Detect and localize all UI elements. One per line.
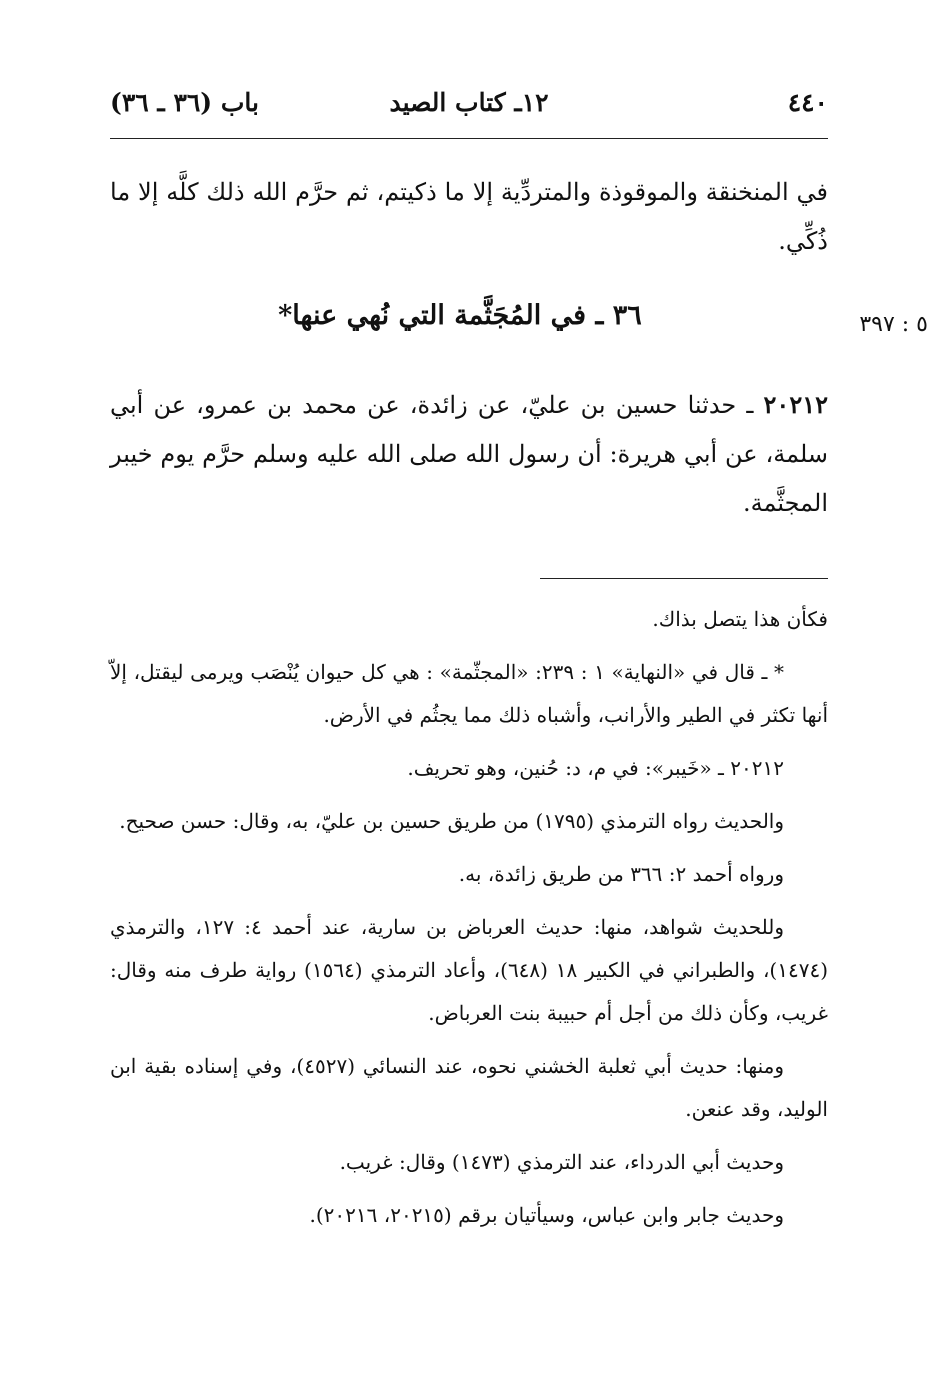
running-header: [110, 88, 828, 128]
footnote-item: وحديث جابر وابن عباس، وسيأتيان برقم (٢٠٢١٥، ٢٠٢١٦).: [309, 1203, 784, 1227]
section-title: ٣٦ ـ في المُجَثَّمة التي نُهي عنها*: [278, 300, 642, 331]
footnotes: [110, 598, 828, 1247]
footnote-item: ومنها: حديث أبي ثعلبة الخشني نحوه، عند النسائي (٤٥٢٧)، وفي إسناده بقية ابن الوليد، وقد عنعن.: [110, 1054, 828, 1121]
page-number: ٤٤٠: [787, 88, 828, 117]
footnote-item: * ـ قال في «النهاية» ١ : ٢٣٩: «المجثّمة» : هي كل حيوان يُنْصَب ويرمى ليقتل، إلاّ أنها تكثر في الطير والأرانب، وأشباه ذلك مما يجثُم في الأرض.: [110, 660, 828, 727]
footnote-continuation: فكأن هذا يتصل بذاك.: [652, 607, 828, 631]
footnote-item: ٢٠٢١٢ ـ «خَيبر»: في م، د: حُنين، وهو تحريف.: [407, 756, 784, 780]
footnote-divider: [540, 578, 828, 579]
book-title: ١٢ـ كتاب الصيد: [389, 88, 549, 117]
footnote-item: وللحديث شواهد، منها: حديث العرباض بن سارية، عند أحمد ٤: ١٢٧، والترمذي (١٤٧٤)، والطبراني في الكبير ١٨ (٦٤٨)، وأعاد الترمذي (١٥٦٤) رواية طرف منه وقال: غريب، وكأن ذلك من أجل أم حبيبة بنت العرباض.: [110, 915, 829, 1025]
margin-reference: ٥ : ٣٩٧: [859, 312, 928, 337]
intro-paragraph: في المنخنقة والموقوذة والمتردِّية إلا ما ذكيتم، ثم حرَّم الله ذلك كلَّه إلا ما ذُكِّي.: [110, 178, 829, 255]
footnote-item: ورواه أحمد ٢: ٣٦٦ من طريق زائدة، به.: [458, 862, 784, 886]
hadith-number: ٢٠٢١٢: [763, 390, 828, 419]
footnote-item: وحديث أبي الدرداء، عند الترمذي (١٤٧٣) وقال: غريب.: [339, 1150, 784, 1174]
hadith-paragraph: [110, 380, 828, 528]
header-divider: [110, 138, 828, 139]
footnote-item: والحديث رواه الترمذي (١٧٩٥) من طريق حسين بن عليّ، به، وقال: حسن صحيح.: [119, 809, 784, 833]
chapter-range: باب (٣٦ ـ ٣٦): [110, 88, 259, 117]
hadith-text: ـ حدثنا حسين بن عليّ، عن زائدة، عن محمد بن عمرو، عن أبي سلمة، عن أبي هريرة: أن رسول الله صلى الله عليه وسلم حرَّم يوم خيبر المجثَّمة.: [110, 391, 828, 517]
